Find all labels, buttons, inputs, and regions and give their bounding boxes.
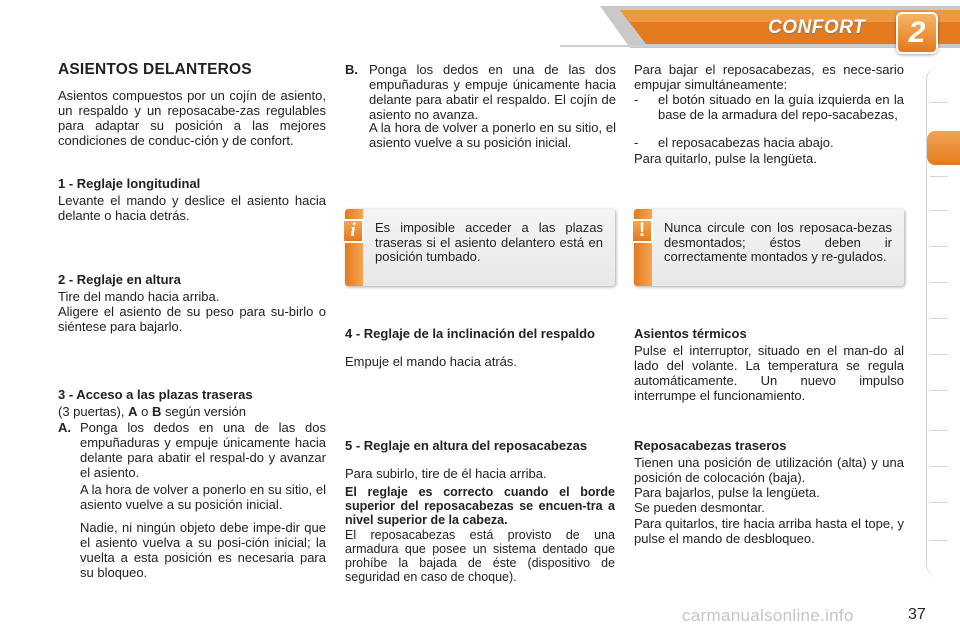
bullet-dash: - xyxy=(634,135,639,150)
item4-text: Empuje el mando hacia atrás. xyxy=(345,354,517,369)
item5-text1: Para subirlo, tire de él hacia arriba. xyxy=(345,466,547,481)
chapter-nav-tab[interactable] xyxy=(930,354,948,355)
chapter-number-badge: 2 xyxy=(896,12,938,54)
chapter-nav-tab[interactable] xyxy=(930,540,948,541)
chapter-nav-tab[interactable] xyxy=(930,210,948,211)
heated-seats-text: Pulse el interruptor, situado en el man-do al lado del volante. La temperatura se regula automáticamente. Un nuevo impulso interrumpe el funcionamiento. xyxy=(634,343,904,403)
chapter-nav-tab[interactable] xyxy=(930,502,948,503)
info-note-text: Es imposible acceder a las plazas traseras si el asiento delantero está en posición tumbado. xyxy=(375,220,603,264)
headrest-remove-text: Para quitarlo, pulse la lengüeta. xyxy=(634,151,817,166)
section-title: ASIENTOS DELANTEROS xyxy=(58,61,252,78)
item4-title: 4 - Reglaje de la inclinación del respaldo xyxy=(345,326,595,341)
item3-versions: (3 puertas), A o B según versión xyxy=(58,404,246,419)
rear-headrests-text1: Tienen una posición de utilización (alta) y una posición de colocación (baja). xyxy=(634,455,904,485)
item1-title: 1 - Reglaje longitudinal xyxy=(58,176,201,191)
item2-title: 2 - Reglaje en altura xyxy=(58,272,181,287)
rear-headrests-text4: Para quitarlos, tire hacia arriba hasta el tope, y pulse el mando de desbloqueo. xyxy=(634,516,904,546)
chapter-nav-tab[interactable] xyxy=(930,390,948,391)
chapter-nav-tab[interactable] xyxy=(930,430,948,431)
item3-b-label: B. xyxy=(345,62,358,77)
chapter-nav-tab[interactable] xyxy=(930,466,948,467)
headrest-lower-intro: Para bajar el reposacabezas, es nece-sario empujar simultáneamente: xyxy=(634,62,904,92)
item1-text: Levante el mando y deslice el asiento hacia delante o hacia detrás. xyxy=(58,193,326,223)
item3-a-label: A. xyxy=(58,420,71,435)
info-icon: i xyxy=(342,219,364,243)
info-note xyxy=(345,209,615,286)
item3-a-text3: Nadie, ni ningún objeto debe impe-dir que el asiento vuelva a su posi-ción inicial; la vuelta a esta posición es necesaria para su bloqueo. xyxy=(80,520,326,580)
item3-a-text2: A la hora de volver a ponerlo en su sitio, el asiento vuelve a su posición inicial. xyxy=(80,482,326,512)
chapter-nav-tab[interactable] xyxy=(930,318,948,319)
chapter-nav-tab[interactable] xyxy=(930,176,948,177)
item2-text2: Aligere el asiento de su peso para su-birlo o siéntese para bajarlo. xyxy=(58,304,326,334)
bullet-dash: - xyxy=(634,92,639,107)
item5-text2: El reposacabezas está provisto de una armadura que posee un sistema dentado que prohíbe la bajada de éste (dispositivo de seguridad en caso de choque). xyxy=(345,528,615,584)
headrest-bullet-1: el botón situado en la guía izquierda en la base de la armadura del repo-sacabezas, xyxy=(658,92,904,122)
chapter-nav-tab[interactable] xyxy=(930,282,948,283)
chapter-nav-tab[interactable] xyxy=(930,102,948,103)
chapter-nav-tab[interactable] xyxy=(930,246,948,247)
item2-text1: Tire del mando hacia arriba. xyxy=(58,289,220,304)
headrest-bullet-2: el reposacabezas hacia abajo. xyxy=(658,135,834,150)
warning-icon: ! xyxy=(631,219,653,243)
chapter-nav-active-tab[interactable] xyxy=(927,131,960,165)
intro-paragraph: Asientos compuestos por un cojín de asiento, un respaldo y un reposacabe-zas regulables para adaptar su posición a las mejores condiciones de conduc-ción y de confort. xyxy=(58,88,326,148)
item3-title: 3 - Acceso a las plazas traseras xyxy=(58,387,253,402)
rear-headrests-title: Reposacabezas traseros xyxy=(634,438,787,453)
item3-b-text2: A la hora de volver a ponerlo en su sitio, el asiento vuelve a su posición inicial. xyxy=(369,120,616,150)
item5-title: 5 - Reglaje en altura del reposacabezas xyxy=(345,438,588,453)
item3-a-text1: Ponga los dedos en una de las dos empuñaduras y empuje únicamente hacia delante para abatir el respal-do y avanzar el asiento. xyxy=(80,420,326,480)
rear-headrests-text2: Para bajarlos, pulse la lengüeta. xyxy=(634,485,820,500)
warning-note xyxy=(634,209,904,286)
chapter-title: CONFORT xyxy=(768,17,866,38)
page-number: 37 xyxy=(908,606,926,623)
item3-b-text1: Ponga los dedos en una de las dos empuñaduras y empuje únicamente hacia delante para abatir el respaldo. El cojín de asiento no avanza. xyxy=(369,62,616,122)
watermark: carmanualsonline.info xyxy=(682,606,854,625)
item5-bold-text: El reglaje es correcto cuando el borde superior del reposacabezas se encuen-tra a nivel superior de la cabeza. xyxy=(345,485,615,527)
warning-note-text: Nunca circule con los reposaca-bezas desmontados; éstos deben ir correctamente montados y re-gulados. xyxy=(664,220,892,264)
rear-headrests-text3: Se pueden desmontar. xyxy=(634,500,765,515)
heated-seats-title: Asientos térmicos xyxy=(634,326,747,341)
